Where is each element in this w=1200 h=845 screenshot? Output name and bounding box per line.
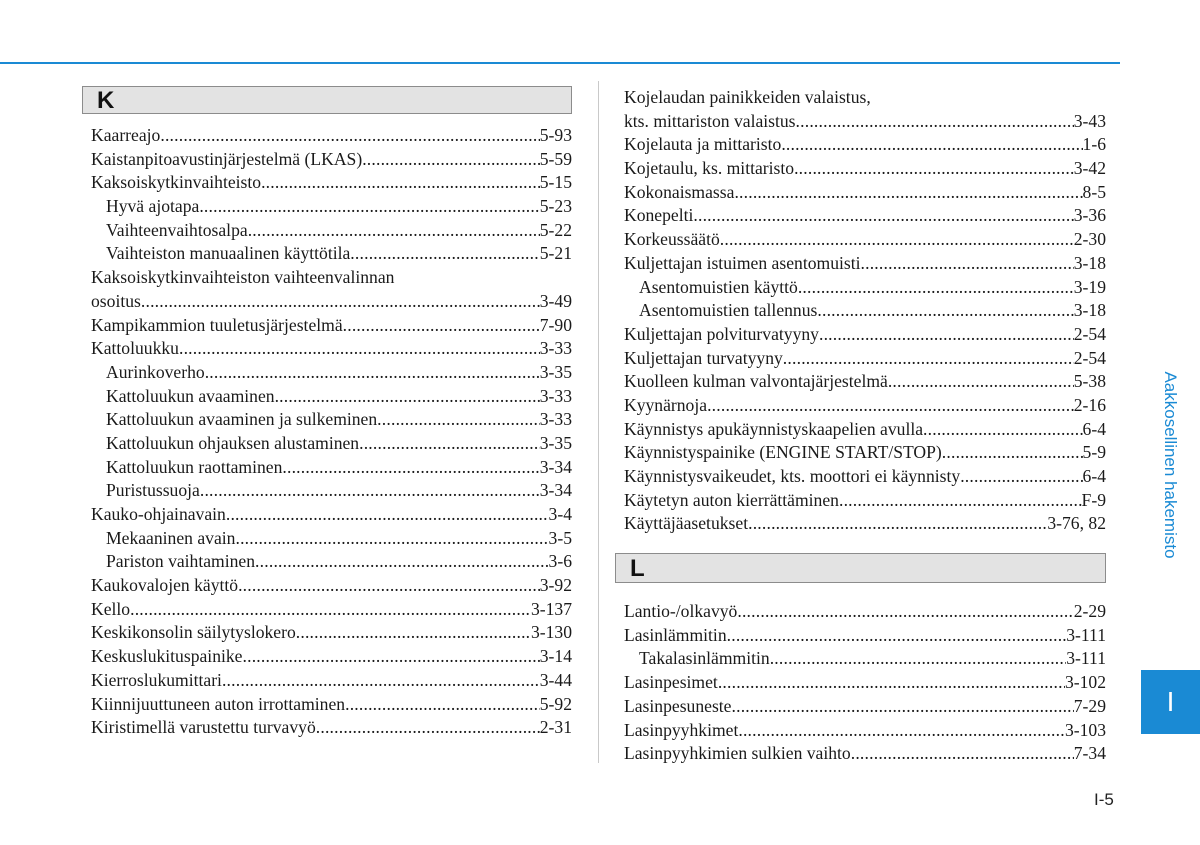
entry-text: Käynnistys apukäynnistyskaapelien avulla: [624, 418, 924, 439]
dot-leader: [794, 157, 1074, 181]
dot-leader: [275, 385, 540, 409]
entry-text: Lasinpyyhkimien sulkien vaihto: [624, 743, 851, 764]
index-entry: [91, 645, 572, 669]
entry-page-ref: 6-4: [1082, 418, 1106, 439]
dot-leader: [141, 290, 540, 314]
entry-text: Kaistanpitoavustinjärjestelmä (LKAS): [91, 148, 363, 169]
dot-leader: [179, 337, 540, 361]
index-entry: [91, 693, 572, 717]
dot-leader: [796, 110, 1074, 134]
index-entry: [624, 181, 1106, 205]
dot-leader: [343, 314, 540, 338]
index-entry: [624, 157, 1106, 181]
index-entry: [624, 204, 1106, 228]
dot-leader: [960, 465, 1082, 489]
dot-leader: [255, 550, 549, 574]
index-entry: [91, 290, 572, 314]
entry-text: Lantio-/olkavyö: [624, 601, 738, 622]
index-entry: [91, 669, 572, 693]
top-rule: [0, 62, 1120, 64]
entry-page-ref: 3-34: [539, 480, 572, 501]
index-entry: [624, 323, 1106, 347]
entry-page-ref: 5-92: [539, 693, 572, 714]
dot-leader: [727, 624, 1067, 648]
entry-list-k: [82, 124, 572, 740]
entry-text: Kuolleen kulman valvontajärjestelmä: [624, 371, 888, 392]
index-entry: [624, 624, 1106, 648]
entry-list-l: [615, 600, 1106, 766]
index-entry: [624, 742, 1106, 766]
dot-leader: [737, 600, 1073, 624]
dot-leader: [770, 647, 1067, 671]
entry-page-ref: 3-18: [1073, 252, 1106, 273]
entry-page-ref: 3-18: [1073, 300, 1106, 321]
entry-text: Lasinlämmitin: [624, 624, 727, 645]
index-entry: [624, 441, 1106, 465]
entry-page-ref: F-9: [1081, 489, 1106, 510]
index-subentry: [91, 527, 572, 551]
entry-text: Kojetaulu, ks. mittaristo: [624, 158, 795, 179]
index-entry: [91, 574, 572, 598]
entry-text: Kojelaudan painikkeiden valaistus,: [624, 87, 871, 107]
dot-leader: [861, 252, 1074, 276]
dot-leader: [345, 693, 540, 717]
entry-text: Kampikammion tuuletusjärjestelmä: [91, 314, 343, 335]
entry-page-ref: 3-44: [539, 669, 572, 690]
entry-page-ref: 3-76, 82: [1047, 513, 1106, 534]
index-subentry: [91, 550, 572, 574]
entry-page-ref: 3-49: [539, 290, 572, 311]
entry-page-ref: 3-35: [539, 432, 572, 453]
entry-page-ref: 5-21: [539, 243, 572, 264]
index-entry: [624, 418, 1106, 442]
entry-text: Vaihteiston manuaalinen käyttötila: [106, 243, 351, 264]
section-side-title: Aakkosellinen hakemisto: [1161, 371, 1180, 559]
entry-page-ref: 3-6: [548, 551, 572, 572]
page-number: I-5: [1094, 790, 1114, 809]
entry-text: Kaarreajo: [91, 125, 161, 145]
dot-leader: [362, 148, 540, 172]
dot-leader: [819, 323, 1074, 347]
index-entry: [91, 337, 572, 361]
dot-leader: [160, 124, 539, 148]
entry-text: Kierroslukumittari: [91, 669, 222, 690]
entry-page-ref: 2-16: [1073, 394, 1106, 415]
entry-text: Mekaaninen avain: [106, 527, 236, 548]
entry-text: Kojelauta ja mittaristo: [624, 134, 782, 155]
dot-leader: [200, 479, 540, 503]
index-entry: [91, 148, 572, 172]
entry-text: Lasinpyyhkimet: [624, 719, 739, 740]
index-entry: [91, 266, 572, 290]
entry-page-ref: 3-33: [539, 338, 572, 359]
index-entry: [624, 394, 1106, 418]
dot-leader: [205, 361, 540, 385]
entry-page-ref: 3-14: [539, 646, 572, 667]
entry-text: Käynnistysvaikeudet, kts. moottori ei käynnisty: [624, 466, 961, 486]
letter-header-k: K: [82, 86, 572, 114]
dot-leader: [199, 195, 539, 219]
index-entry: [91, 621, 572, 645]
entry-text: osoitus: [91, 290, 141, 311]
entry-text: Kaksoiskytkinvaihteisto: [91, 172, 262, 193]
entry-page-ref: 3-36: [1073, 205, 1106, 226]
entry-page-ref: 3-35: [539, 361, 572, 382]
entry-page-ref: 6-4: [1082, 466, 1106, 486]
entry-page-ref: 5-59: [539, 148, 572, 169]
index-entry: [624, 671, 1106, 695]
index-entry: [624, 600, 1106, 624]
dot-leader: [226, 503, 549, 527]
index-subentry: [624, 647, 1106, 671]
dot-leader: [130, 598, 531, 622]
index-entry: [624, 489, 1106, 513]
entry-page-ref: 1-6: [1082, 134, 1106, 155]
index-subentry: [91, 195, 572, 219]
entry-page-ref: 3-19: [1073, 276, 1106, 297]
entry-text: Keskikonsolin säilytyslokero: [91, 622, 296, 643]
entry-page-ref: 5-93: [539, 125, 572, 145]
section-tab: I: [1141, 670, 1200, 734]
entry-text: Kyynärnoja: [624, 394, 708, 415]
index-entry: [91, 598, 572, 622]
dot-leader: [248, 219, 540, 243]
index-entry: [91, 716, 572, 740]
index-entry: [624, 86, 1106, 110]
entry-page-ref: 2-31: [539, 717, 572, 738]
index-subentry: [91, 385, 572, 409]
entry-text: Kattoluukun raottaminen: [106, 456, 283, 477]
column-divider: [598, 81, 599, 763]
dot-leader: [261, 171, 540, 195]
entry-text: Kattoluukun avaaminen: [106, 385, 275, 406]
index-subentry: [91, 432, 572, 456]
index-entry: [624, 512, 1106, 536]
index-subentry: [91, 408, 572, 432]
entry-page-ref: 2-54: [1073, 323, 1106, 344]
index-entry: [91, 314, 572, 338]
entry-text: Kaksoiskytkinvaihteiston vaihteenvalinnan: [91, 267, 395, 288]
entry-text: Kuljettajan polviturvatyyny: [624, 323, 819, 344]
dot-leader: [923, 418, 1083, 442]
dot-leader: [783, 347, 1074, 371]
index-entry: [624, 110, 1106, 134]
entry-page-ref: 3-43: [1073, 110, 1106, 131]
entry-list-k-continued: [615, 86, 1106, 536]
entry-text: Kattoluukun avaaminen ja sulkeminen: [106, 409, 378, 430]
entry-text: Kokonaismassa: [624, 181, 735, 202]
dot-leader: [316, 716, 540, 740]
dot-leader: [748, 512, 1047, 536]
entry-page-ref: 7-90: [539, 314, 572, 335]
dot-leader: [942, 441, 1083, 465]
entry-text: Käyttäjäasetukset: [624, 513, 749, 534]
dot-leader: [817, 299, 1073, 323]
entry-text: Kaukovalojen käyttö: [91, 575, 239, 596]
entry-text: Kauko-ohjainavain: [91, 504, 226, 524]
dot-leader: [732, 695, 1074, 719]
dot-leader: [798, 276, 1074, 300]
dot-leader: [377, 408, 540, 432]
entry-text: Asentomuistien tallennus: [639, 300, 818, 321]
dot-leader: [718, 671, 1065, 695]
dot-leader: [350, 242, 539, 266]
index-subentry: [91, 456, 572, 480]
dot-leader: [888, 370, 1074, 394]
index-subentry: [624, 299, 1106, 323]
entry-page-ref: 3-42: [1073, 158, 1106, 179]
entry-text: Kuljettajan turvatyyny: [624, 347, 783, 368]
dot-leader: [296, 621, 531, 645]
index-entry: [624, 133, 1106, 157]
entry-text: Pariston vaihtaminen: [106, 551, 256, 572]
entry-page-ref: 5-22: [539, 219, 572, 240]
entry-text: Asentomuistien käyttö: [639, 276, 798, 297]
entry-text: Keskuslukituspainike: [91, 646, 243, 667]
dot-leader: [851, 742, 1074, 766]
index-entry: [624, 228, 1106, 252]
dot-leader: [707, 394, 1074, 418]
entry-text: Kello: [91, 598, 131, 619]
entry-page-ref: 8-5: [1082, 181, 1106, 202]
entry-page-ref: 2-30: [1073, 229, 1106, 250]
index-entry: [91, 124, 572, 148]
entry-text: Lasinpesimet: [624, 672, 718, 693]
entry-text: Hyvä ajotapa: [106, 196, 200, 217]
index-entry: [624, 252, 1106, 276]
index-column-left: [82, 86, 572, 740]
entry-text: Vaihteenvaihtosalpa: [106, 219, 248, 240]
entry-text: Kattoluukku: [91, 338, 179, 359]
index-subentry: [91, 361, 572, 385]
dot-leader: [222, 669, 540, 693]
dot-leader: [839, 489, 1082, 513]
entry-text: Puristussuoja: [106, 480, 200, 501]
entry-page-ref: 3-137: [530, 598, 572, 619]
entry-text: Kattoluukun ohjauksen alustaminen: [106, 432, 360, 453]
entry-page-ref: 5-38: [1073, 371, 1106, 392]
entry-page-ref: 2-54: [1073, 347, 1106, 368]
entry-page-ref: 3-34: [539, 456, 572, 477]
entry-page-ref: 3-130: [530, 622, 572, 643]
index-column-right: [615, 86, 1106, 766]
dot-leader: [734, 181, 1082, 205]
index-entry: [91, 171, 572, 195]
entry-page-ref: 3-111: [1066, 648, 1106, 669]
entry-text: Korkeussäätö: [624, 229, 720, 250]
entry-page-ref: 3-33: [539, 385, 572, 406]
entry-page-ref: 5-9: [1082, 442, 1106, 463]
index-entry: [624, 465, 1106, 489]
index-entry: [91, 503, 572, 527]
entry-text: Aurinkoverho: [106, 361, 205, 382]
index-entry: [624, 695, 1106, 719]
entry-text: Kiinnijuuttuneen auton irrottaminen: [91, 693, 346, 714]
entry-text: Käynnistyspainike (ENGINE START/STOP): [624, 442, 942, 463]
dot-leader: [781, 133, 1082, 157]
dot-leader: [359, 432, 540, 456]
entry-page-ref: 3-5: [548, 527, 572, 548]
entry-text: Kiristimellä varustettu turvavyö: [91, 717, 316, 738]
index-subentry: [91, 219, 572, 243]
dot-leader: [282, 456, 539, 480]
entry-page-ref: 3-102: [1064, 672, 1106, 693]
entry-text: Lasinpesuneste: [624, 695, 732, 716]
dot-leader: [238, 574, 540, 598]
entry-page-ref: 3-92: [539, 575, 572, 596]
index-subentry: [91, 242, 572, 266]
dot-leader: [243, 645, 540, 669]
index-entry: [624, 370, 1106, 394]
dot-leader: [738, 719, 1065, 743]
dot-leader: [235, 527, 548, 551]
entry-text: Takalasinlämmitin: [639, 648, 770, 669]
entry-page-ref: 3-111: [1066, 624, 1106, 645]
dot-leader: [720, 228, 1074, 252]
entry-page-ref: 5-15: [539, 172, 572, 193]
entry-text: Käytetyn auton kierrättäminen: [624, 489, 839, 510]
entry-text: Konepelti: [624, 205, 694, 226]
index-entry: [624, 719, 1106, 743]
dot-leader: [693, 204, 1073, 228]
index-subentry: [91, 479, 572, 503]
entry-page-ref: 5-23: [539, 196, 572, 217]
entry-text: Kuljettajan istuimen asentomuisti: [624, 252, 861, 273]
entry-page-ref: 3-4: [548, 504, 572, 524]
entry-page-ref: 2-29: [1073, 601, 1106, 622]
entry-page-ref: 3-103: [1064, 719, 1106, 740]
entry-page-ref: 7-29: [1073, 695, 1106, 716]
entry-text: kts. mittariston valaistus: [624, 110, 796, 131]
index-entry: [624, 347, 1106, 371]
index-subentry: [624, 276, 1106, 300]
letter-header-l: L: [615, 553, 1106, 583]
entry-page-ref: 7-34: [1073, 743, 1106, 764]
entry-page-ref: 3-33: [539, 409, 572, 430]
